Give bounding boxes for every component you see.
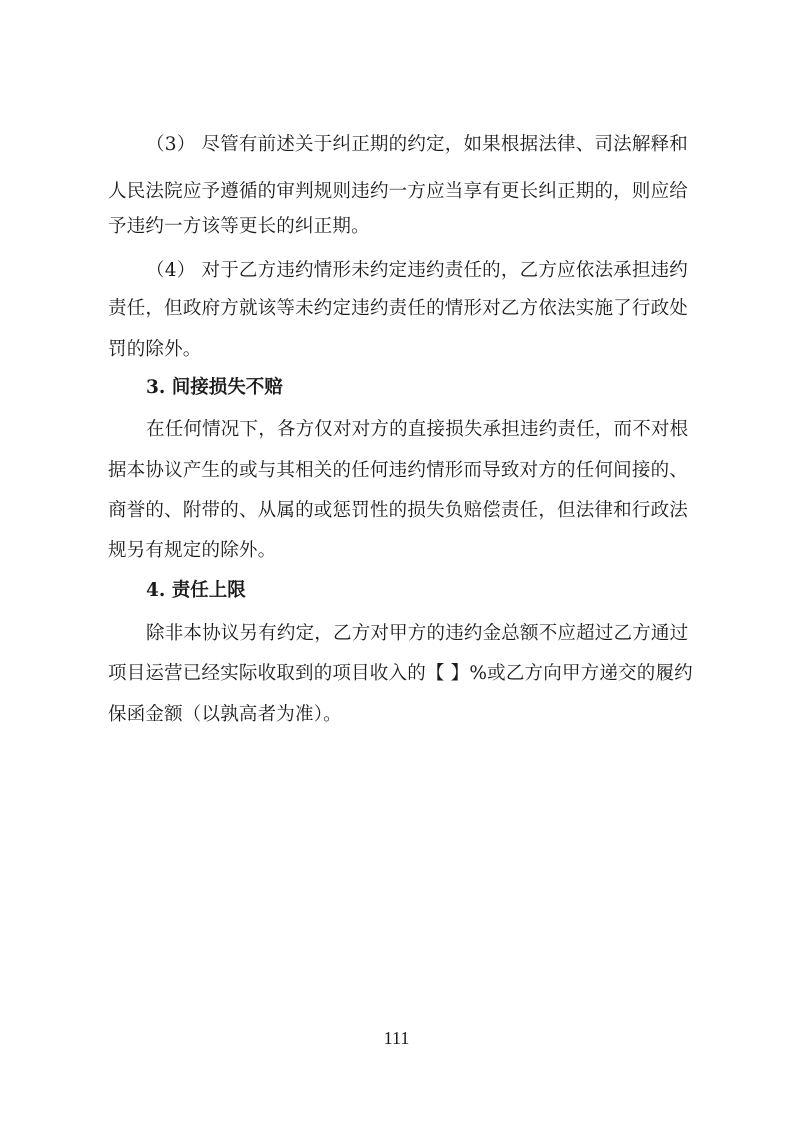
- paragraph-1-line-3: 予违约一方该等更长的纠正期。: [108, 216, 370, 237]
- paragraph-2-line-2: 责任，但政府方就该等未约定违约责任的情形对乙方依法实施了行政处: [108, 298, 688, 319]
- paragraph-2-line-1: （4） 对于乙方违约情形未约定违约责任的，乙方应依法承担违约: [146, 260, 688, 281]
- paragraph-3-line-1: 在任何情况下，各方仅对对方的直接损失承担违约责任，而不对根: [146, 419, 689, 440]
- page-number: 111: [383, 1028, 410, 1048]
- paragraph-4-line-2: 项目运营已经实际收取到的项目收入的【 】%或乙方向甲方递交的履约: [108, 663, 693, 684]
- section-heading-3: 3. 间接损失不赔: [146, 377, 283, 398]
- paragraph-2-line-3: 罚的除外。: [108, 339, 202, 360]
- paragraph-1-line-1: （3） 尽管有前述关于纠正期的约定，如果根据法律、司法解释和: [146, 134, 688, 155]
- paragraph-3-line-4: 规另有规定的除外。: [108, 540, 277, 561]
- paragraph-3-line-2: 据本协议产生的或与其相关的任何违约情形而导致对方的任何间接的、: [108, 460, 688, 481]
- section-heading-4: 4. 责任上限: [146, 580, 246, 601]
- paragraph-4-line-1: 除非本协议另有约定，乙方对甲方的违约金总额不应超过乙方通过: [146, 623, 689, 644]
- paragraph-1-line-2: 人民法院应予遵循的审判规则违约一方应当享有更长纠正期的，则应给: [108, 181, 688, 202]
- paragraph-3-line-3: 商誉的、附带的、从属的或惩罚性的损失负赔偿责任，但法律和行政法: [108, 500, 688, 521]
- paragraph-4-line-3: 保函金额（以孰高者为准）。: [108, 704, 342, 725]
